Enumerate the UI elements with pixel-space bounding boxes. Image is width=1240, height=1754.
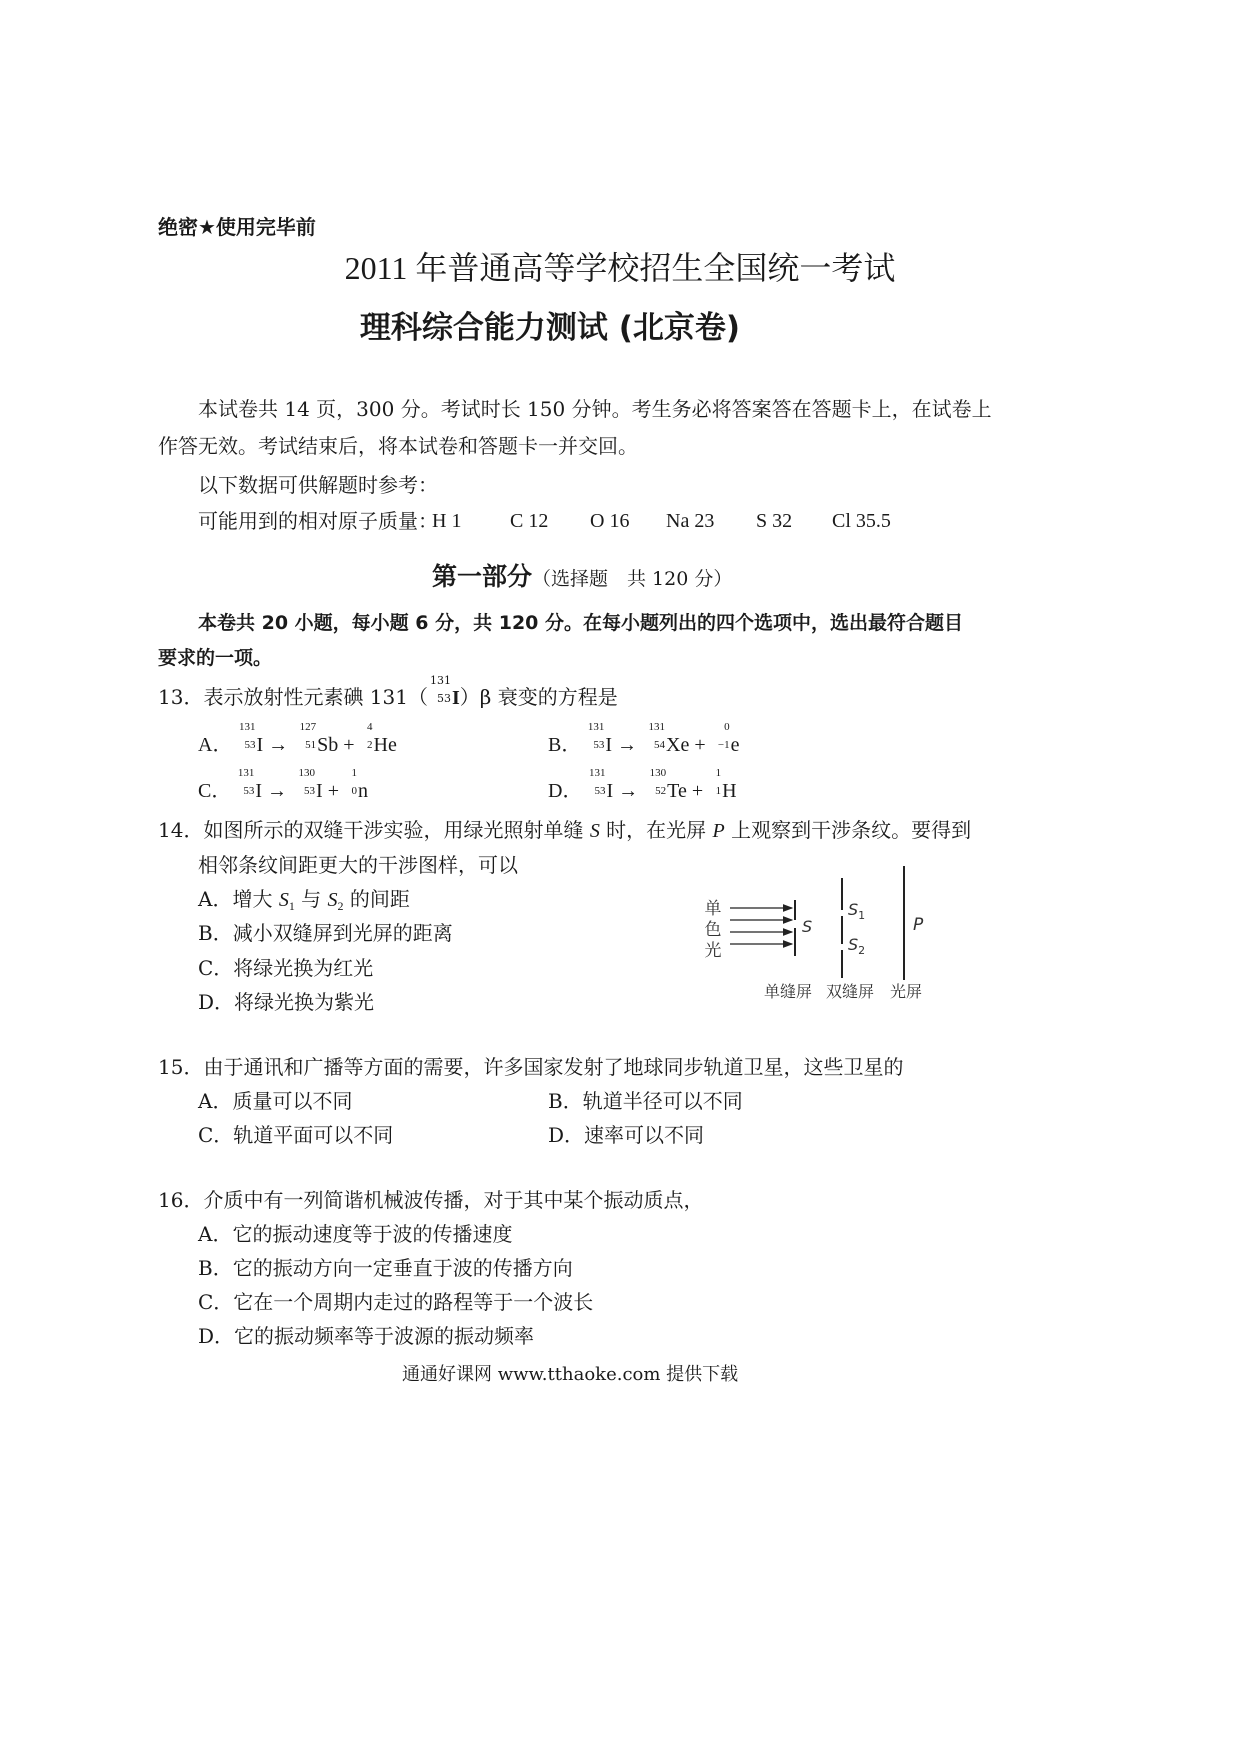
label-s: S: [802, 917, 813, 936]
label-light-screen: 光屏: [889, 982, 923, 1001]
atomic-mass-cl: Cl 35.5: [832, 510, 891, 532]
q13-option-c[interactable]: C． 131 53 I → 130 53 I + 1 0 n: [198, 767, 368, 802]
q16-stem: 16．介质中有一列简谐机械波传播，对于其中某个振动质点，: [158, 1188, 704, 1212]
double-slit-diagram: [700, 860, 940, 1010]
q14-stem-line-2: 相邻条纹间距更大的干涉图样，可以: [198, 853, 518, 877]
part-one-instruction-2: 要求的一项。: [158, 647, 273, 669]
label-double-slit-screen: 双缝屏: [825, 982, 875, 1001]
q14-stem-line-1: 14．如图所示的双缝干涉实验，用绿光照射单缝 S 时，在光屏 P 上观察到干涉条纹。要得到: [158, 818, 972, 842]
label-p: P: [913, 915, 924, 935]
atomic-mass-c: C 12: [510, 510, 549, 532]
light-char-3: 光: [704, 941, 722, 961]
intro-line-3: 以下数据可供解题时参考：: [198, 473, 438, 497]
label-s2: $S_2$: [848, 935, 866, 957]
q13-stem-end: ）β 衰变的方程是: [459, 685, 618, 709]
intro-line-1: 本试卷共 14 页，300 分。考试时长 150 分钟。考生务必将答案答在答题卡上，在试卷上: [198, 397, 992, 421]
q13-option-a[interactable]: A． 131 53 I → 127 51 Sb + 4 2 He: [198, 721, 397, 756]
atomic-mass-s: S 32: [756, 510, 793, 532]
q15-option-d[interactable]: D．速率可以不同: [548, 1123, 705, 1147]
part-one-instruction-1: 本卷共 20 小题，每小题 6 分，共 120 分。在每小题列出的四个选项中，选出最符合题目: [198, 612, 964, 634]
q16-option-a[interactable]: A．它的振动速度等于波的传播速度: [198, 1222, 513, 1246]
atomic-mass-label: 可能用到的相对原子质量：: [198, 509, 438, 533]
light-char-2: 色: [704, 920, 722, 940]
part-one-note: （选择题 共 120 分）: [532, 568, 733, 590]
q15-option-a[interactable]: A．质量可以不同: [198, 1089, 353, 1113]
q16-option-b[interactable]: B．它的振动方向一定垂直于波的传播方向: [198, 1256, 573, 1280]
q16-option-d[interactable]: D．它的振动频率等于波源的振动频率: [198, 1324, 535, 1348]
q16-option-c[interactable]: C．它在一个周期内走过的路程等于一个波长: [198, 1290, 594, 1314]
q13-stem-start: 13．表示放射性元素碘 131（: [158, 685, 428, 709]
exam-title: 2011 年普通高等学校招生全国统一考试: [344, 250, 896, 286]
page-footer: 通通好课网 www.tthaoke.com 提供下载: [402, 1364, 739, 1385]
q15-stem: 15．由于通讯和广播等方面的需要，许多国家发射了地球同步轨道卫星，这些卫星的: [158, 1055, 904, 1079]
q15-option-c[interactable]: C．轨道平面可以不同: [198, 1123, 394, 1147]
q14-option-c[interactable]: C．将绿光换为红光: [198, 956, 374, 980]
q14-option-d[interactable]: D．将绿光换为紫光: [198, 990, 375, 1014]
q13-stem-nuclide: 131 53: [429, 674, 451, 705]
intro-line-2: 作答无效。考试结束后，将本试卷和答题卡一并交回。: [158, 434, 638, 458]
q13-option-d[interactable]: D． 131 53 I → 130 52 Te + 1 1 H: [548, 767, 737, 802]
label-single-slit-screen: 单缝屏: [763, 982, 813, 1001]
q13-option-b[interactable]: B． 131 53 I → 131 54 Xe + 0 −1 e: [548, 721, 740, 756]
atomic-mass-h: H 1: [432, 510, 462, 532]
q13-stem: [158, 674, 618, 709]
part-one-heading: [432, 564, 732, 589]
label-s1: $S_1$: [848, 900, 866, 922]
q13-stem-symbol: I: [451, 687, 460, 709]
q14-option-b[interactable]: B．减小双缝屏到光屏的距离: [198, 921, 453, 945]
q14-option-a[interactable]: A．增大 $S_1$ 与 $S_2$ 的间距: [198, 887, 410, 913]
light-char-1: 单: [704, 899, 722, 919]
part-one-title: 第一部分: [432, 562, 533, 591]
classification-note: 绝密★使用完毕前: [158, 215, 316, 239]
q15-option-b[interactable]: B．轨道半径可以不同: [548, 1089, 743, 1113]
exam-subtitle: 理科综合能力测试 (北京卷): [359, 310, 741, 346]
atomic-mass-o: O 16: [590, 510, 630, 532]
atomic-mass-na: Na 23: [666, 510, 715, 532]
